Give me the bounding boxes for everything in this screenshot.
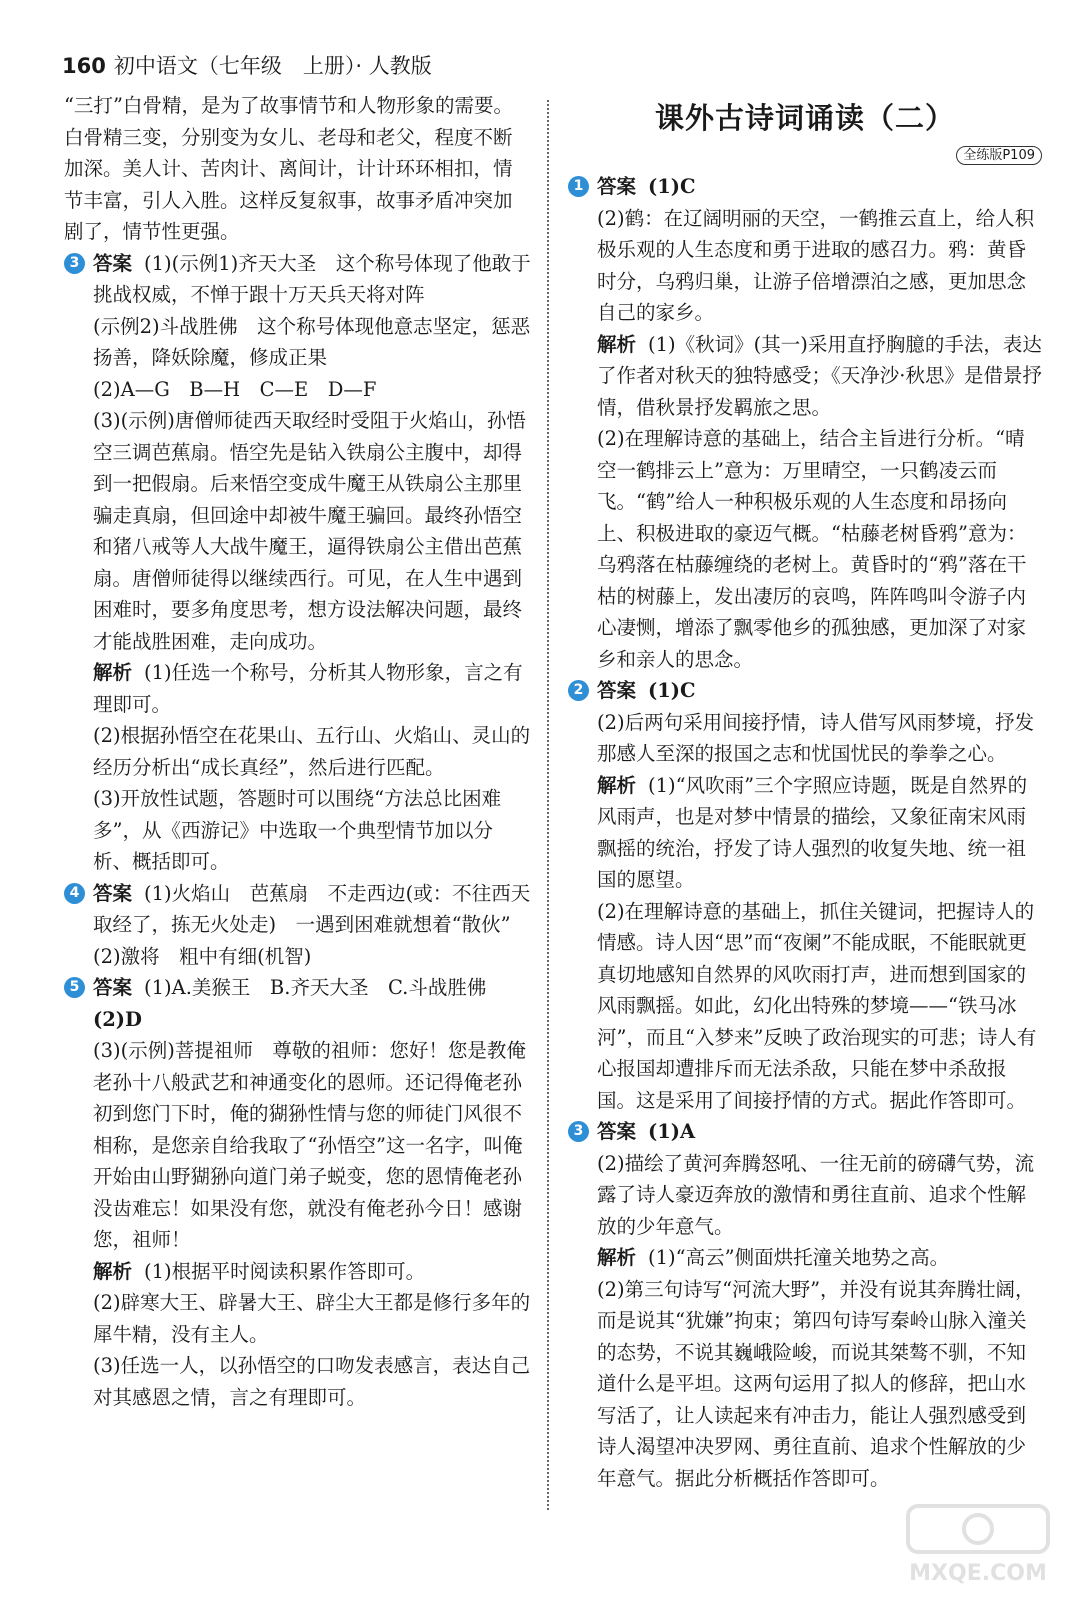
watermark-text: MXQE.COM <box>909 1561 1047 1586</box>
analysis-line <box>568 1242 1042 1274</box>
answer-text: (2)后两句采用间接抒情，诗人借写风雨梦境，抒发那感人至深的报国之志和忧国忧民的拳拳之心。 <box>597 710 1035 765</box>
column-divider <box>547 100 549 1510</box>
question-3-answer-line <box>64 248 531 311</box>
answer-text: (示例2)斗战胜佛 这个称号体现他意志坚定，惩恶扬善，降妖除魔，修成正果 <box>93 314 531 369</box>
question-number-badge: 1 <box>568 176 589 197</box>
analysis-text: (3)开放性试题，答题时可以围绕“方法总比困难多”，从《西游记》中选取一个典型情节加以分析、概括即可。 <box>93 787 502 873</box>
answer-text: (2)鹤：在辽阔明丽的天空，一鹤推云直上，给人积极乐观的人生态度和勇于进取的感召力。鸦：黄昏时分，乌鸦归巢，让游子倍增漂泊之感，更加思念自己的家乡。 <box>597 206 1035 324</box>
answer-text: (1)(示例1)齐天大圣 这个称号体现了他敢于挑战权威，不惮于跟十万天兵天将对阵 <box>93 251 531 306</box>
analysis-line <box>64 657 531 720</box>
watermark-logo <box>888 1500 1068 1590</box>
analysis-text: (1)任选一个称号，分析其人物形象，言之有理即可。 <box>93 661 523 716</box>
analysis-line <box>64 1256 531 1288</box>
answer-tag: 答案 <box>597 175 637 198</box>
question-2-answer-line <box>568 675 1042 707</box>
question-number-badge: 2 <box>568 680 589 701</box>
analysis-text: (2)在理解诗意的基础上，结合主旨进行分析。“晴空一鹤排云上”意为：万里晴空，一只鹤凌云而飞。“鹤”给人一种积极乐观的人生态度和昂扬向上、积极进取的豪迈气概。“枯藤老树昏鸦”意为：乌鸦落在枯藤缠绕的老树上。黄昏时的“鸦”落在干枯的树藤上，发出凄厉的哀鸣，阵阵鸣叫令游子内心凄恻，增添了飘零他乡的孤独感，更加深了对家乡和亲人的思念。 <box>597 427 1027 671</box>
answer-tag: 答案 <box>93 881 133 905</box>
analysis-tag: 解析 <box>597 332 637 356</box>
answer-text: (1)A.美猴王 B.齐天大圣 C.斗战胜佛 <box>144 976 487 999</box>
intro-paragraph: “三打”白骨精，是为了故事情节和人物形象的需要。白骨精三变，分别变为女儿、老母和老父，程度不断加深。美人计、苦肉计、离间计，计计环环相扣，情节丰富，引人入胜。这样反复叙事，故事矛盾冲突加剧了，情节性更强。 <box>64 94 513 243</box>
answer-tag: 答案 <box>597 679 637 702</box>
question-number-badge: 3 <box>568 1121 589 1142</box>
reference-wrap <box>568 142 1042 165</box>
analysis-text: (2)根据孙悟空在花果山、五行山、火焰山、灵山的经历分析出“成长真经”，然后进行匹配。 <box>93 724 531 779</box>
question-number-badge: 4 <box>64 883 85 904</box>
page-header <box>62 50 432 80</box>
analysis-line <box>568 329 1042 424</box>
question-number-badge: 5 <box>64 977 85 998</box>
answer-text: (3)(示例)唐僧师徒西天取经时受阻于火焰山，孙悟空三调芭蕉扇。悟空先是钻入铁扇公主腹中，却得到一把假扇。后来悟空变成牛魔王从铁扇公主那里骗走真扇，但回途中却被牛魔王骗回。最终孙悟空和猪八戒等人大战牛魔王，逼得铁扇公主借出芭蕉扇。唐僧师徒得以继续西行。可见，在人生中遇到困难时，要多角度思考，想方设法解决问题，最终才能战胜困难，走向成功。 <box>93 409 526 653</box>
answer-tag: 答案 <box>597 1120 637 1143</box>
analysis-tag: 解析 <box>597 773 637 797</box>
analysis-text: (1)“风吹雨”三个字照应诗题，既是自然界的风雨声，也是对梦中情景的描绘，又象征南宋风雨飘摇的统治，抒发了诗人强烈的收复失地、统一祖国的愿望。 <box>597 773 1028 891</box>
analysis-tag: 解析 <box>597 1246 637 1269</box>
analysis-text: (2)辟寒大王、辟暑大王、辟尘大王都是修行多年的犀牛精，没有主人。 <box>93 1291 531 1346</box>
analysis-tag: 解析 <box>93 661 133 684</box>
answer-text: (2)D <box>93 1007 142 1031</box>
answer-text: (1)火焰山 芭蕉扇 不走西边(或：不往西天取经了，拣无火处走) 一遇到困难就想着“散伙” <box>93 881 531 936</box>
answer-tag: 答案 <box>93 251 133 275</box>
analysis-text: (2)第三句诗写“河流大野”，并没有说其奔腾壮阔，而是说其“犹嫌”拘束；第四句诗写秦岭山脉入潼关的态势，不说其巍峨险峻，而说其桀骜不驯，不知道什么是平坦。这两句运用了拟人的修辞，把山水写活了，让人读起来有冲击力，能让人强烈感受到诗人渴望冲决罗网、勇往直前、追求个性解放的少年意气。据此分析概括作答即可。 <box>597 1277 1035 1490</box>
analysis-tag: 解析 <box>93 1259 133 1283</box>
answer-text: (3)(示例)菩提祖师 尊敬的祖师：您好！您是教俺老孙十八般武艺和神通变化的恩师。还记得俺老孙初到您门下时，俺的猢狲性情与您的师徒门风很不相称，是您亲自给我取了“孙悟空”这一名字，叫俺开始由山野猢狲向道门弟子蜕变，您的恩情俺老孙没齿难忘！如果没有您，就没有俺老孙今日！感谢您，祖师！ <box>93 1039 526 1251</box>
reference-badge: 全练版P109 <box>956 146 1042 165</box>
analysis-text: (3)任选一人，以孙悟空的口吻发表感言，表达自己对其感恩之情，言之有理即可。 <box>93 1354 531 1409</box>
analysis-text: (1)《秋词》(其一)采用直抒胸臆的手法，表达了作者对秋天的独特感受；《天净沙·秋思》是借景抒情，借秋景抒发羁旅之思。 <box>597 332 1042 419</box>
left-column <box>64 90 531 1413</box>
answer-text: (1)C <box>648 175 696 198</box>
question-4-answer-line <box>64 878 531 941</box>
book-title: 初中语文（七年级 上册）· 人教版 <box>113 54 432 78</box>
answer-text: (1)A <box>648 1120 696 1143</box>
question-3-answer-line <box>568 1116 1042 1148</box>
analysis-line <box>568 770 1042 896</box>
answer-text: (2)激将 粗中有细(机智) <box>93 944 312 968</box>
section-title: 课外古诗词诵读（二） <box>654 101 955 135</box>
answer-text: (2)描绘了黄河奔腾怒吼、一往无前的磅礴气势，流露了诗人豪迈奔放的激情和勇往直前、追求个性解放的少年意气。 <box>597 1151 1035 1238</box>
answer-text: (2)A—G B—H C—E D—F <box>93 377 377 401</box>
answer-text: (1)C <box>648 679 696 702</box>
analysis-text: (1)“高云”侧面烘托潼关地势之高。 <box>648 1246 950 1269</box>
answer-tag: 答案 <box>93 976 133 999</box>
right-column <box>568 98 1042 1494</box>
question-1-answer-line <box>568 171 1042 203</box>
page-number: 160 <box>62 54 106 78</box>
question-number-badge: 3 <box>64 253 85 274</box>
question-5-answer-line <box>64 972 531 1004</box>
analysis-text: (2)在理解诗意的基础上，抓住关键词，把握诗人的情感。诗人因“思”而“夜阑”不能成眠，不能眠就更真切地感知自然界的风吹雨打声，进而想到国家的风雨飘摇。如此，幻化出特殊的梦境——“铁马冰河”，而且“入梦来”反映了政治现实的可悲；诗人有心报国却遭排斥而无法杀敌，只能在梦中杀敌报国。这是采用了间接抒情的方式。据此作答即可。 <box>597 899 1037 1112</box>
analysis-text: (1)根据平时阅读积累作答即可。 <box>144 1259 426 1283</box>
